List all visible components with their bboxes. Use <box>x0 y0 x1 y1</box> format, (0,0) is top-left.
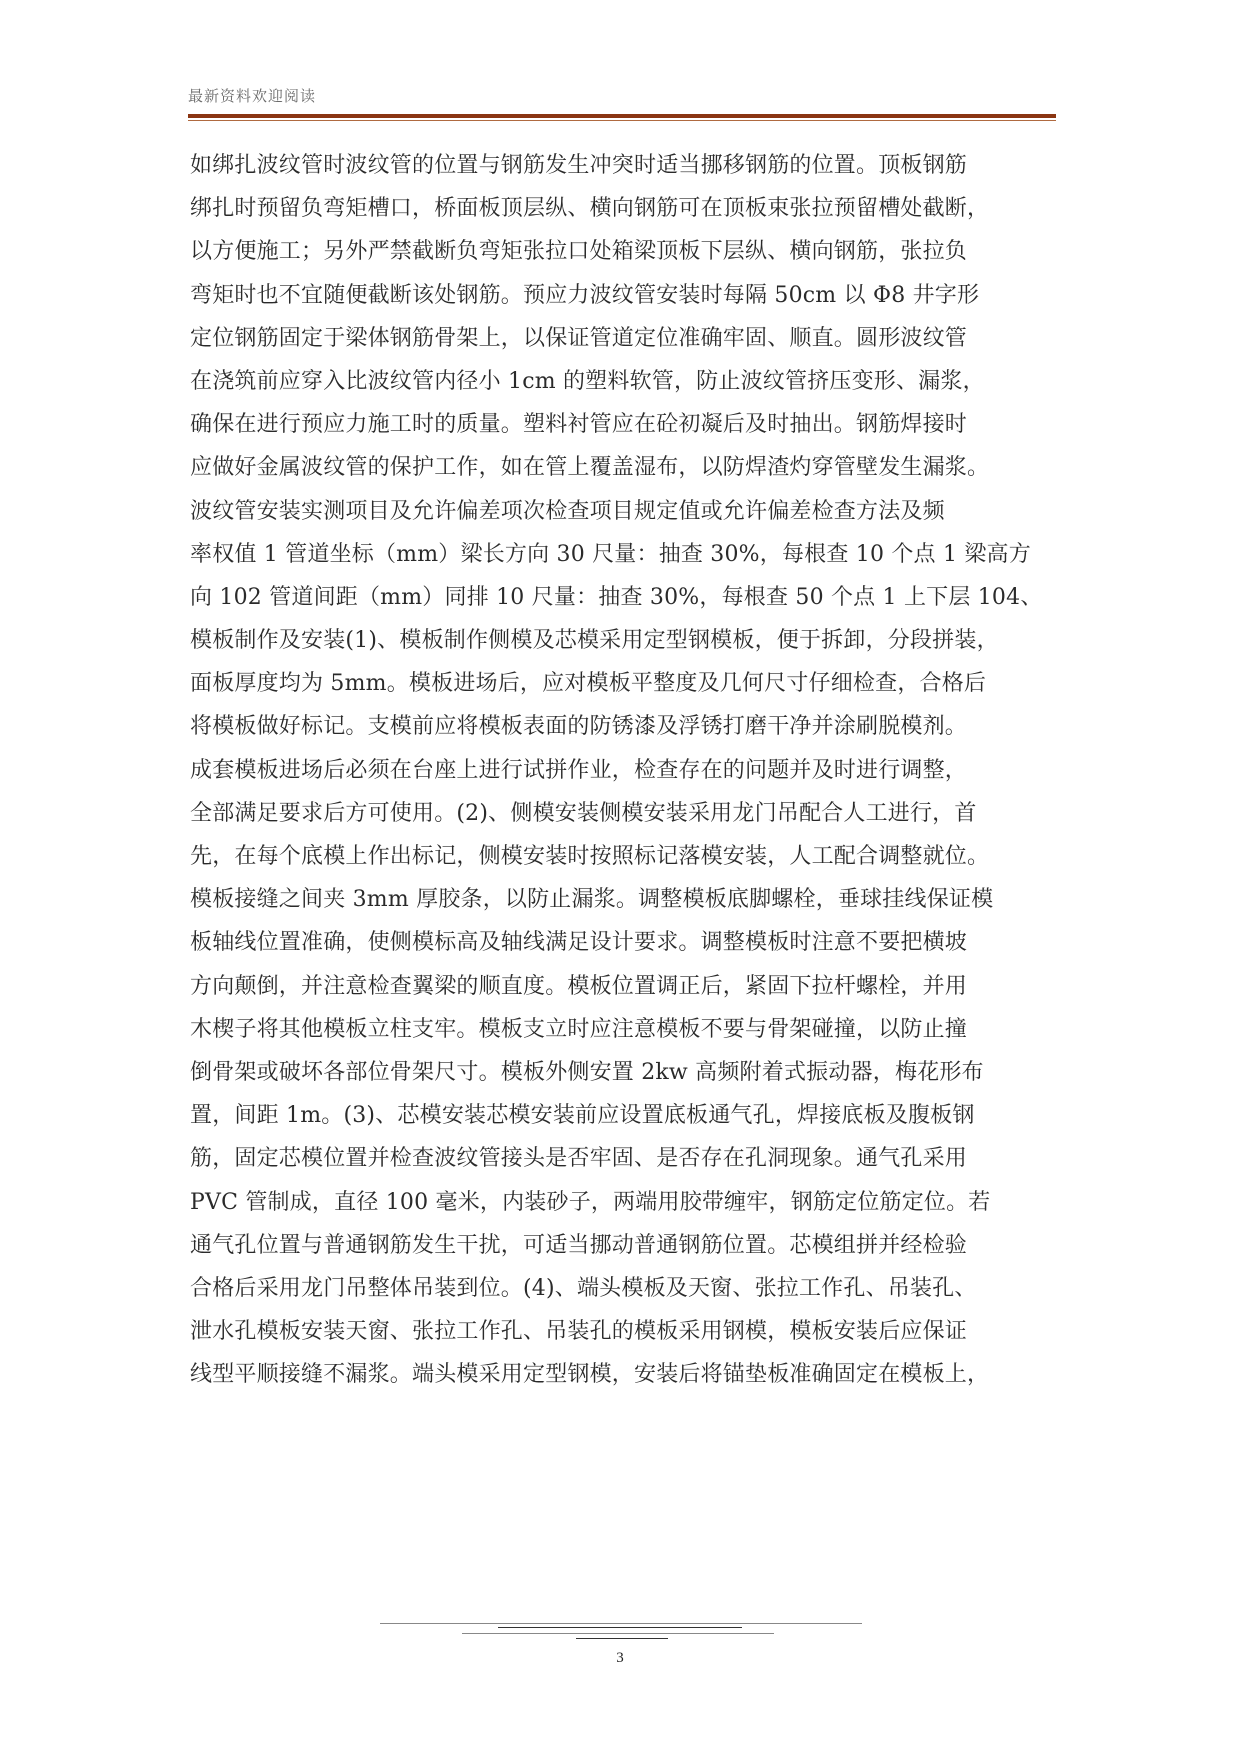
body-line: 泄水孔模板安装天窗、张拉工作孔、吊装孔的模板采用钢模，模板安装后应保证 <box>190 1319 968 1345</box>
header-title: 最新资料欢迎阅读 <box>188 87 317 105</box>
page-number: 3 <box>616 1650 624 1666</box>
body-line: 模板接缝之间夹 3mm 厚胶条，以防止漏浆。调整模板底脚螺栓，垂球挂线保证模 <box>190 887 994 913</box>
body-line: 在浇筑前应穿入比波纹管内径小 1cm 的塑料软管，防止波纹管挤压变形、漏浆， <box>190 368 985 394</box>
body-line: 波纹管安装实测项目及允许偏差项次检查项目规定值或允许偏差检查方法及频 <box>190 498 945 524</box>
body-line: 倒骨架或破坏各部位骨架尺寸。模板外侧安置 2kw 高频附着式振动器，梅花形布 <box>190 1059 984 1085</box>
body-line: 全部满足要求后方可使用。(2)、侧模安装侧模安装采用龙门吊配合人工进行，首 <box>190 800 977 826</box>
body-line: 定位钢筋固定于梁体钢筋骨架上，以保证管道定位准确牢固、顺直。圆形波纹管 <box>190 325 968 351</box>
body-line: 如绑扎波纹管时波纹管的位置与钢筋发生冲突时适当挪移钢筋的位置。顶板钢筋 <box>190 153 968 178</box>
body-line: 板轴线位置准确，使侧模标高及轴线满足设计要求。调整模板时注意不要把横坡 <box>190 930 968 956</box>
body-line: 率权值 1 管道坐标（mm）梁长方向 30 尺量：抽查 30%，每根查 10 个点 1 梁高方 <box>190 541 1031 567</box>
body-line: 模板制作及安装(1)、模板制作侧模及芯模采用定型钢模板，便于拆卸，分段拼装， <box>190 628 999 654</box>
body-text <box>190 144 1050 1396</box>
footer-divider-dark <box>576 1638 668 1639</box>
page-header <box>188 86 1056 121</box>
body-line: 合格后采用龙门吊整体吊装到位。(4)、端头模板及天窗、张拉工作孔、吊装孔、 <box>190 1275 977 1301</box>
body-line: PVC 管制成，直径 100 毫米，内装砂子，两端用胶带缠牢，钢筋定位筋定位。若 <box>190 1189 991 1215</box>
body-line: 应做好金属波纹管的保护工作，如在管上覆盖湿布，以防焊渣灼穿管壁发生漏浆。 <box>190 455 990 481</box>
body-line: 将模板做好标记。支模前应将模板表面的防锈漆及浮锈打磨干净并涂刷脱模剂。 <box>190 714 968 740</box>
body-line: 绑扎时预留负弯矩槽口，桥面板顶层纵、横向钢筋可在顶板束张拉预留槽处截断， <box>190 196 990 222</box>
body-line: 向 102 管道间距（mm）同排 10 尺量：抽查 30%，每根查 50 个点 1 上下层 104、 <box>190 584 1043 610</box>
body-line: 先，在每个底模上作出标记，侧模安装时按照标记落模安装，人工配合调整就位。 <box>190 844 990 869</box>
body-line: 以方便施工；另外严禁截断负弯矩张拉口处箱梁顶板下层纵、横向钢筋，张拉负 <box>190 239 968 265</box>
footer-divider-dark <box>498 1627 742 1628</box>
body-line: 筋，固定芯模位置并检查波纹管接头是否牢固、是否存在孔洞现象。通气孔采用 <box>190 1146 968 1172</box>
body-line: 通气孔位置与普通钢筋发生干扰，可适当挪动普通钢筋位置。芯模组拼并经检验 <box>190 1232 968 1258</box>
body-line: 木楔子将其他模板立柱支牢。模板支立时应注意模板不要与骨架碰撞，以防止撞 <box>190 1016 968 1042</box>
body-line: 置，间距 1m。(3)、芯模安装芯模安装前应设置底板通气孔，焊接底板及腹板钢 <box>190 1103 975 1129</box>
footer-divider <box>380 1623 862 1624</box>
body-line: 线型平顺接缝不漏浆。端头模采用定型钢模，安装后将锚垫板准确固定在模板上， <box>190 1362 990 1388</box>
body-line: 弯矩时也不宜随便截断该处钢筋。预应力波纹管安装时每隔 50cm 以 Φ8 井字形 <box>190 282 980 308</box>
body-line: 确保在进行预应力施工时的质量。塑料衬管应在砼初凝后及时抽出。钢筋焊接时 <box>190 412 968 438</box>
body-line: 面板厚度均为 5mm。模板进场后，应对模板平整度及几何尺寸仔细检查，合格后 <box>190 671 987 697</box>
header-divider <box>188 114 1056 118</box>
footer-divider <box>462 1633 774 1634</box>
body-line: 方向颠倒，并注意检查翼梁的顺直度。模板位置调正后，紧固下拉杆螺栓，并用 <box>190 973 968 999</box>
header-divider-thin <box>188 120 1056 121</box>
body-line: 成套模板进场后必须在台座上进行试拼作业，检查存在的问题并及时进行调整， <box>190 757 968 783</box>
